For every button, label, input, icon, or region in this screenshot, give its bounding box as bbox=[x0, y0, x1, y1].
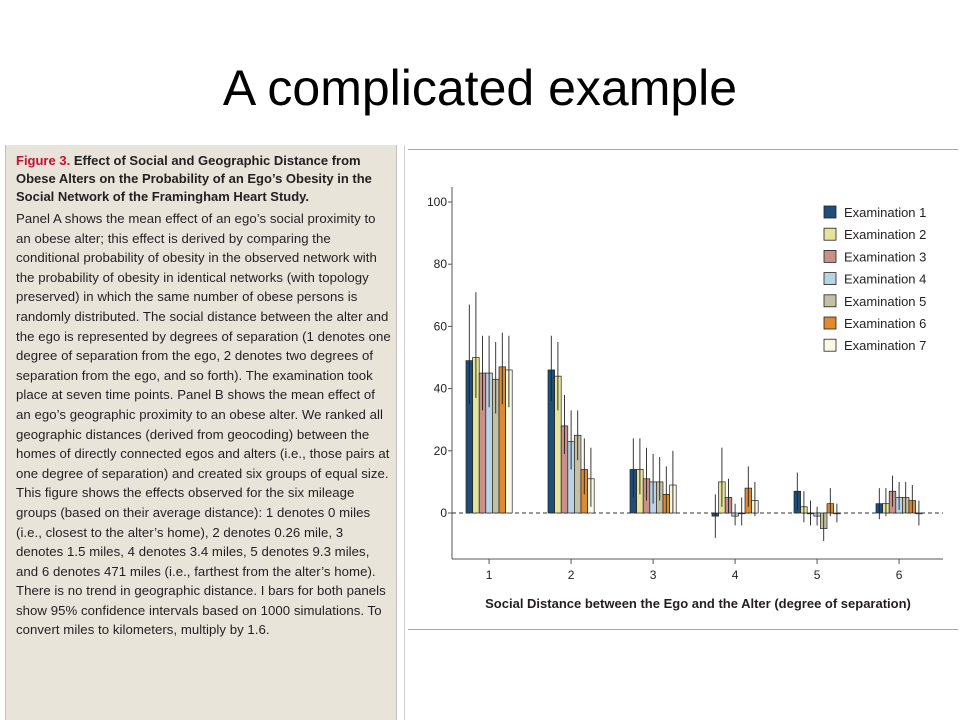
y-tick-label: 80 bbox=[433, 257, 447, 272]
y-tick-label: 0 bbox=[440, 506, 447, 520]
x-tick-label: 4 bbox=[731, 568, 739, 582]
y-tick-label: 40 bbox=[433, 381, 447, 396]
caption-heading-text: Effect of Social and Geographic Distance from Obese Alters on the Probability of an Ego’s Obesity in the Social Network of the Framingham Heart Study. bbox=[16, 153, 372, 204]
caption-heading bbox=[16, 152, 392, 206]
x-tick-label: 1 bbox=[485, 568, 493, 582]
legend-label: Examination 3 bbox=[844, 249, 927, 265]
legend-label: Examination 5 bbox=[844, 293, 927, 309]
legend-label: Examination 4 bbox=[844, 271, 927, 287]
legend-label: Examination 6 bbox=[844, 316, 927, 331]
bar-chart bbox=[408, 149, 958, 630]
y-tick-label: 100 bbox=[426, 195, 447, 209]
panel-divider bbox=[404, 145, 405, 720]
figure-caption-panel bbox=[5, 145, 397, 720]
x-axis-title: Social Distance between the Ego and the Alter (degree of separation) bbox=[485, 596, 911, 611]
legend-swatch bbox=[824, 228, 836, 240]
legend-label: Examination 1 bbox=[844, 205, 927, 220]
legend-swatch bbox=[824, 206, 836, 218]
caption-body: Panel A shows the mean effect of an ego’s social proximity to an obese alter; this effect is derived by comparing the conditional probability of obesity in the observed network with the probability of obesity in identical networks (with topology preserved) in which the same number of obese persons is randomly distributed. The social distance between the alter and the ego is represented by degrees of separation (1 denotes one degree of separation from the ego, 2 denotes two degrees of separation from the ego, and so forth). The examination took place at seven time points. Panel B shows the mean effect of an ego’s geographic proximity to an obese alter. We ranked all geographic distances (derived from geocoding) between the homes of directly connected egos and alters (i.e., those pairs at one degree of separation) and created six groups of equal size. This figure shows the effects observed for the six mileage groups (based on their average distance): 1 denotes 0 miles (i.e., closest to the alter’s home), 2 denotes 0.26 mile, 3 denotes 1.5 miles, 4 denotes 3.4 miles, 5 denotes 9.3 miles, and 6 denotes 471 miles (i.e., farthest from the alter’s home). There is no trend in geographic distance. I bars for both panels show 95% confidence intervals based on 1000 simulations. To convert miles to kilometers, multiply by 1.6. bbox=[16, 211, 391, 638]
x-tick-label: 5 bbox=[813, 568, 821, 582]
slide-title: A complicated example bbox=[222, 60, 738, 116]
y-tick-label: 60 bbox=[433, 319, 447, 334]
y-tick-label: 20 bbox=[433, 443, 447, 458]
x-tick-label: 3 bbox=[649, 568, 657, 582]
legend-label: Examination 2 bbox=[844, 227, 927, 243]
legend-swatch bbox=[824, 295, 836, 307]
legend-swatch bbox=[824, 339, 836, 351]
legend-swatch bbox=[824, 250, 836, 262]
legend-swatch bbox=[824, 273, 836, 285]
legend-swatch bbox=[824, 317, 836, 329]
figure-label: Figure 3. bbox=[16, 153, 71, 168]
x-tick-label: 6 bbox=[895, 568, 903, 582]
legend-label: Examination 7 bbox=[844, 338, 927, 354]
x-tick-label: 2 bbox=[567, 568, 575, 582]
